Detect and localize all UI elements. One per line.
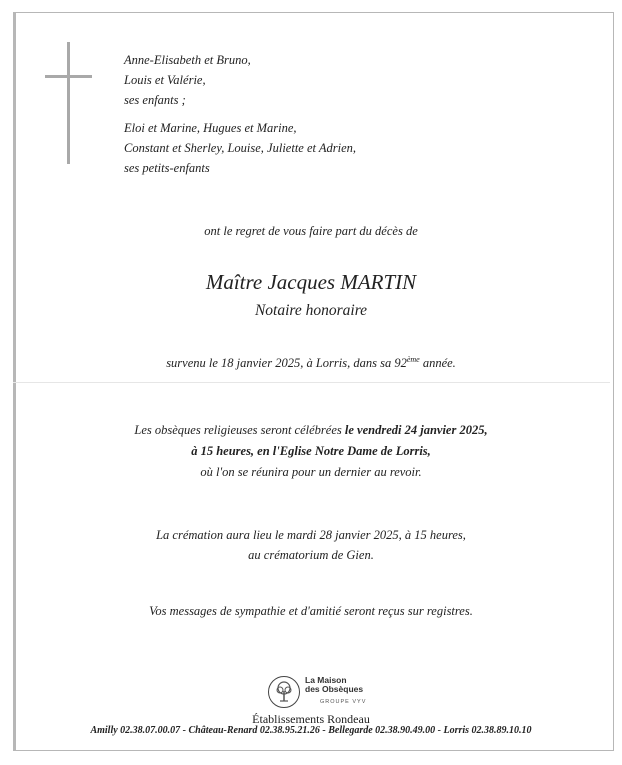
funeral-date: le vendredi 24 janvier 2025, bbox=[344, 423, 488, 437]
funeral-place: à 15 heures, en l'Eglise Notre Dame de Lorris, bbox=[191, 444, 431, 458]
funeral-details bbox=[0, 420, 622, 483]
cremation-details bbox=[0, 525, 622, 565]
children-line: Anne-Elisabeth et Bruno, bbox=[124, 53, 251, 67]
cremation-line-1: La crémation aura lieu le mardi 28 janvier 2025, à 15 heures, bbox=[156, 528, 466, 542]
fold-line bbox=[13, 382, 610, 383]
grandchildren-list bbox=[124, 118, 356, 178]
death-sup: ème bbox=[406, 355, 420, 364]
cross-icon bbox=[67, 42, 70, 164]
deceased-name: Maître Jacques MARTIN bbox=[205, 270, 417, 294]
grandchildren-line: ses petits-enfants bbox=[124, 161, 210, 175]
death-details bbox=[0, 355, 622, 371]
logo-line-1: La Maison bbox=[305, 675, 347, 685]
children-line: Louis et Valérie, bbox=[124, 73, 206, 87]
grandchildren-line: Eloi et Marine, Hugues et Marine, bbox=[124, 121, 297, 135]
cremation-line-2: au crématorium de Gien. bbox=[248, 548, 374, 562]
funeral-line-1 bbox=[0, 420, 622, 441]
deceased-title: Notaire honoraire bbox=[254, 302, 368, 319]
contact-numbers: Amilly 02.38.07.00.07 - Château-Renard 02.38.95.21.26 - Bellegarde 02.38.90.49.00 - Lorris 02.38.89.10.10 bbox=[90, 725, 532, 736]
company-name: Établissements Rondeau bbox=[252, 712, 370, 726]
logo-line-2: des Obsèques bbox=[305, 684, 364, 694]
funeral-line-2 bbox=[0, 441, 622, 462]
funeral-line-3: où l'on se réunira pour un dernier au revoir. bbox=[200, 465, 422, 479]
death-end: année. bbox=[419, 356, 456, 370]
funeral-home-logo bbox=[264, 674, 374, 710]
cross-icon-bar bbox=[45, 75, 92, 78]
messages-text: Vos messages de sympathie et d'amitié seront reçus sur registres. bbox=[149, 604, 473, 618]
announcement-text: ont le regret de vous faire part du décès de bbox=[204, 224, 418, 238]
children-list bbox=[124, 50, 251, 110]
tree-icon bbox=[268, 676, 300, 708]
logo-group: GROUPE VYV bbox=[320, 699, 367, 705]
children-line: ses enfants ; bbox=[124, 93, 186, 107]
logo-text bbox=[305, 676, 363, 694]
grandchildren-line: Constant et Sherley, Louise, Juliette et Adrien, bbox=[124, 141, 357, 155]
funeral-line-1-start: Les obsèques religieuses seront célébrées bbox=[134, 423, 345, 437]
death-text: survenu le 18 janvier 2025, à Lorris, dans sa 92 bbox=[166, 356, 407, 370]
